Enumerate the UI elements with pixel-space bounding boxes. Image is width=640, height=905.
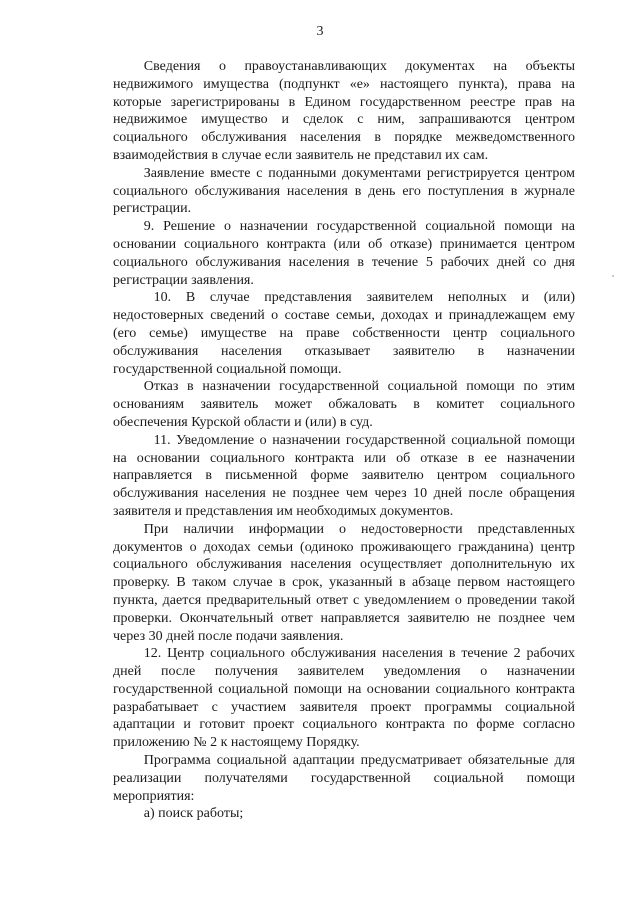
paragraph-appeal: Отказ в назначении государственной социальной помощи по этим основаниям заявитель может обжаловать в комитет социального обеспечения Курской области и (или) в суд. xyxy=(113,379,575,430)
document-body xyxy=(113,58,575,823)
list-item-job-search: а) поиск работы; xyxy=(143,806,244,822)
paragraph-item-10: 10. В случае представления заявителем неполных и (или) недостоверных сведений о составе семьи, доходах и принадлежащем ему (его семье) имуществе на праве собственности центр социального обслуживания населения отказывает заявителю в назначении государственной социальной помощи. xyxy=(113,290,575,377)
page-number: 3 xyxy=(316,24,324,39)
paragraph-adaptation-program: Программа социальной адаптации предусматривает обязательные для реализации получателями государственной социальной помощи мероприятия: xyxy=(113,753,575,804)
paragraph-property-documents: Сведения о правоустанавливающих документах на объекты недвижимого имущества (подпункт «е» настоящего пункта), права на которые зарегистрированы в Едином государственном реестре прав на недвижимое имущество и сделок с ним, запрашиваются центром социального обслуживания населения в порядке межведомственного взаимодействия в случае если заявитель не представил их сам. xyxy=(113,59,575,163)
paragraph-verification: При наличии информации о недостоверности представленных документов о доходах семьи (одиноко проживающего гражданина) центр социального обслуживания населения осуществляет дополнительную их проверку. В таком случае в срок, указанный в абзаце первом настоящего пункта, дается предварительный ответ с уведомлением о проведении такой проверки. Окончательный ответ направляется заявителю не позднее чем через 30 дней после подачи заявления. xyxy=(113,521,575,644)
paragraph-item-12: 12. Центр социального обслуживания населения в течение 2 рабочих дней после получения заявителем уведомления о назначении государственной социальной помощи на основании социального контракта разрабатывает с участием заявителя проект программы социальной адаптации и готовит проект социального контракта по форме согласно приложению № 2 к настоящему Порядку. xyxy=(113,646,575,751)
paragraph-item-9: 9. Решение о назначении государственной социальной помощи на основании социального контракта (или об отказе) принимается центром социального обслуживания населения в течение 5 рабочих дней со дня регистрации заявления. xyxy=(113,219,575,288)
paragraph-item-11: 11. Уведомление о назначении государственной социальной помощи на основании социального контракта или об отказе в ее назначении направляется в письменной форме заявителю центром социального обслуживания населения не позднее чем через 10 дней после обращения заявителя и представления им необходимых документов. xyxy=(113,432,575,519)
scan-artifact-dot xyxy=(612,275,614,277)
paragraph-application-registration: Заявление вместе с поданными документами регистрируется центром социального обслуживания населения в день его поступления в журнале регистрации. xyxy=(113,165,575,217)
